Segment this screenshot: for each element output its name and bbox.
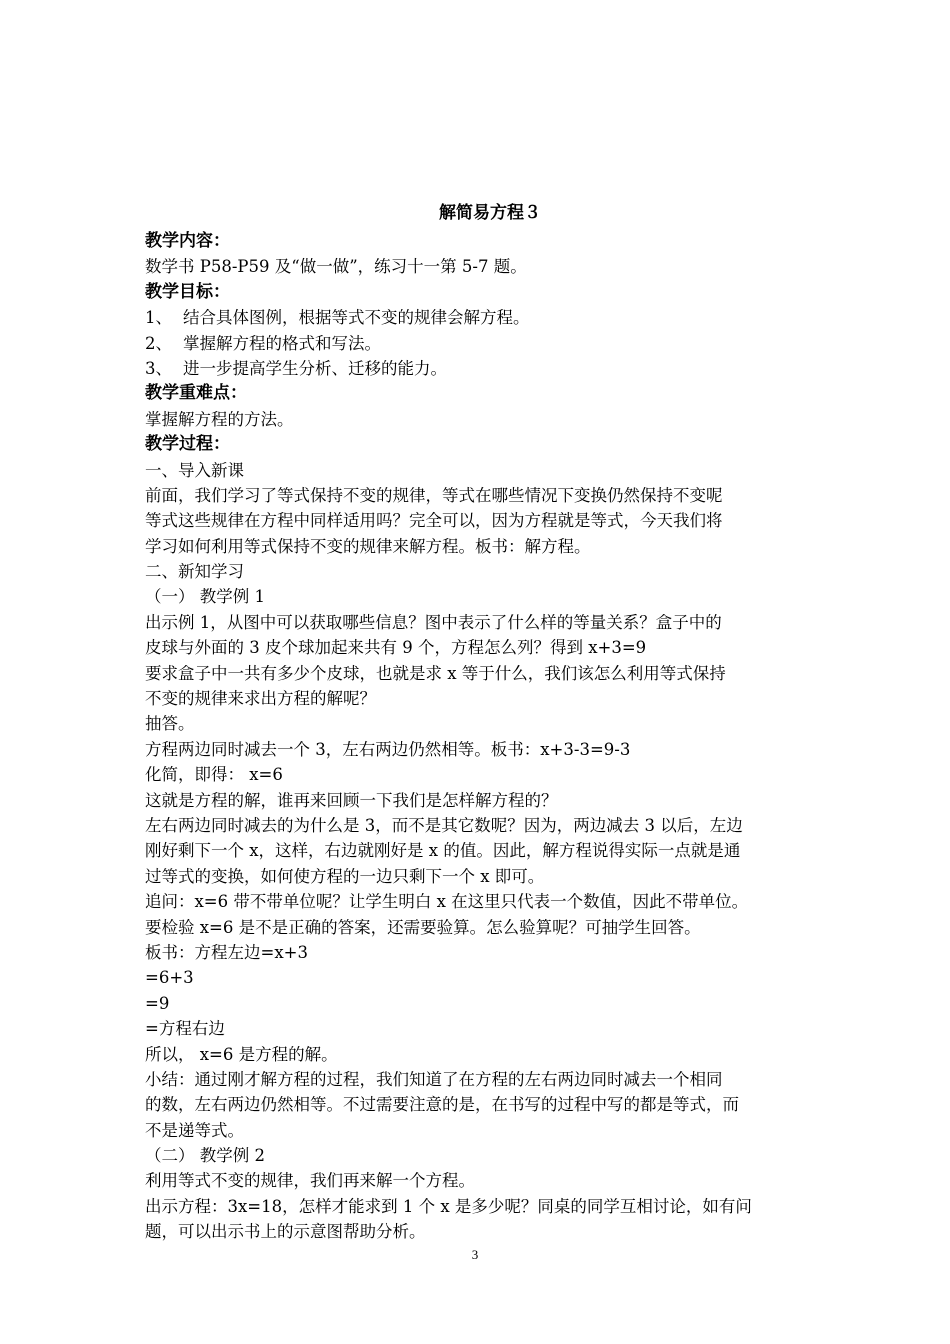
- list-item-number: 1、: [145, 308, 172, 328]
- text-line: 要检验 x=6 是不是正确的答案，还需要验算。怎么验算呢？可抽学生回答。: [145, 917, 701, 937]
- section-heading: 教学重难点：: [145, 383, 247, 404]
- document-body: [145, 197, 815, 1245]
- text-line: 数学书 P58-P59 及“做一做”，练习十一第 5-7 题。: [145, 257, 527, 277]
- list-item: [145, 356, 815, 381]
- text-line: 方程两边同时减去一个 3，左右两边仍然相等。板书：x+3-3=9-3: [145, 739, 631, 759]
- text-line: 二、新知学习: [145, 562, 244, 582]
- list-item-text: 结合具体图例，根据等式不变的规律会解方程。: [183, 308, 530, 328]
- text-line: 出示方程：3x=18，怎样才能求到 1 个 x 是多少呢？同桌的同学互相讨论，如有问: [145, 1196, 752, 1216]
- document-title: 解简易方程３: [439, 203, 541, 223]
- list-item: [145, 305, 815, 330]
- section-heading: 教学内容：: [145, 231, 230, 251]
- text-line: 利用等式不变的规律，我们再来解一个方程。: [145, 1171, 475, 1191]
- text-line: 过等式的变换，如何使方程的一边只剩下一个 x 即可。: [145, 866, 545, 886]
- page-number: 3: [471, 1247, 479, 1262]
- section-heading: 教学过程：: [145, 434, 230, 455]
- list-item-number: 3、: [145, 358, 172, 378]
- text-line: 要求盒子中一共有多少个皮球，也就是求 x 等于什么，我们该怎么利用等式保持: [145, 663, 726, 683]
- text-line: 掌握解方程的方法。: [145, 409, 294, 429]
- text-line: 板书：方程左边=x+3: [145, 942, 308, 962]
- text-line: 的数，左右两边仍然相等。不过需要注意的是，在书写的过程中写的都是等式，而: [145, 1095, 739, 1115]
- text-line: 小结：通过刚才解方程的过程，我们知道了在方程的左右两边同时减去一个相同: [145, 1069, 723, 1089]
- text-line: 不是递等式。: [145, 1120, 244, 1140]
- text-line: 追问：x=6 带不带单位呢？让学生明白 x 在这里只代表一个数值，因此不带单位。: [145, 892, 749, 912]
- text-line: 不变的规律来求出方程的解呢？: [145, 689, 376, 709]
- list-item-text: 掌握解方程的格式和写法。: [183, 333, 381, 353]
- text-line: 抽答。: [145, 714, 195, 734]
- text-line: 一、导入新课: [145, 460, 244, 480]
- text-line: （二） 教学例 2: [145, 1146, 265, 1166]
- text-line: 所以， x=6 是方程的解。: [145, 1044, 338, 1064]
- text-line: 等式这些规律在方程中同样适用吗？完全可以，因为方程就是等式，今天我们将: [145, 511, 723, 531]
- text-line: =6+3: [145, 968, 194, 988]
- text-line: 题，可以出示书上的示意图帮助分析。: [145, 1222, 426, 1242]
- text-line: 前面，我们学习了等式保持不变的规律，等式在哪些情况下变换仍然保持不变呢: [145, 485, 723, 505]
- text-line: =方程右边: [145, 1019, 225, 1039]
- text-line: =9: [145, 993, 170, 1013]
- list-item: [145, 331, 815, 356]
- text-line: 刚好剩下一个 x，这样，右边就刚好是 x 的值。因此，解方程说得实际一点就是通: [145, 841, 741, 861]
- text-line: 皮球与外面的 3 皮个球加起来共有 9 个，方程怎么列？得到 x+3=9: [145, 638, 647, 658]
- text-line: 这就是方程的解，谁再来回顾一下我们是怎样解方程的？: [145, 790, 558, 810]
- section-heading: 教学目标：: [145, 281, 230, 302]
- list-item-text: 进一步提高学生分析、迁移的能力。: [183, 358, 447, 378]
- text-line: 出示例 1，从图中可以获取哪些信息？图中表示了什么样的等量关系？盒子中的: [145, 612, 722, 632]
- text-line: 化简，即得： x=6: [145, 765, 283, 785]
- document-lines: [145, 229, 815, 1245]
- text-line: （一） 教学例 1: [145, 587, 265, 607]
- text-line: 左右两边同时减去的为什么是 3，而不是其它数呢？因为，两边减去 3 以后，左边: [145, 815, 743, 835]
- text-line: 学习如何利用等式保持不变的规律来解方程。板书：解方程。: [145, 536, 591, 556]
- list-item-number: 2、: [145, 333, 172, 353]
